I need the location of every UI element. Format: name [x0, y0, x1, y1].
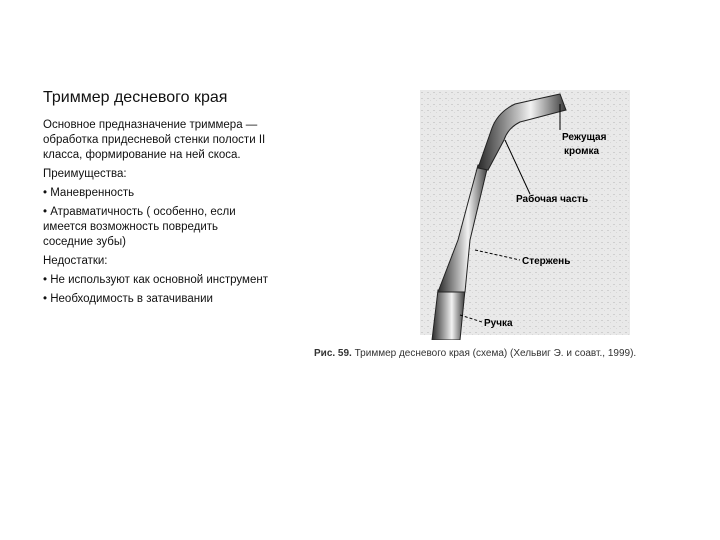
label-handle: Ручка [484, 318, 513, 329]
advantage-item: • Атравматичность ( особенно, если имеется возможность повредить соседние зубы) [43, 206, 236, 248]
slide-title: Триммер десневого края [43, 89, 228, 106]
advantage-item: • Маневренность [43, 187, 135, 199]
trimmer-figure [420, 90, 630, 340]
label-shank: Стержень [522, 256, 571, 267]
caption-text: Триммер десневого края (схема) (Хельвиг Э. и соавт., 1999). [351, 348, 637, 359]
disadvantage-item: • Необходимость в затачивании [43, 293, 213, 305]
label-cutting-edge: Режущая [562, 132, 607, 143]
disadvantage-item: • Не используют как основной инструмент [43, 274, 268, 286]
advantages-heading: Преимущества: [43, 168, 127, 180]
caption-number: Рис. 59. [314, 348, 352, 359]
label-working-part: Рабочая часть [516, 194, 589, 205]
slide-body [43, 118, 271, 311]
purpose-text: Основное предназначение триммера — обработка придесневой стенки полости II класса, формирование на ней скоса. [43, 119, 266, 161]
trimmer-diagram [420, 90, 630, 340]
label-cutting-edge: кромка [564, 146, 600, 157]
figure-caption [314, 348, 714, 360]
disadvantages-heading: Недостатки: [43, 255, 108, 267]
